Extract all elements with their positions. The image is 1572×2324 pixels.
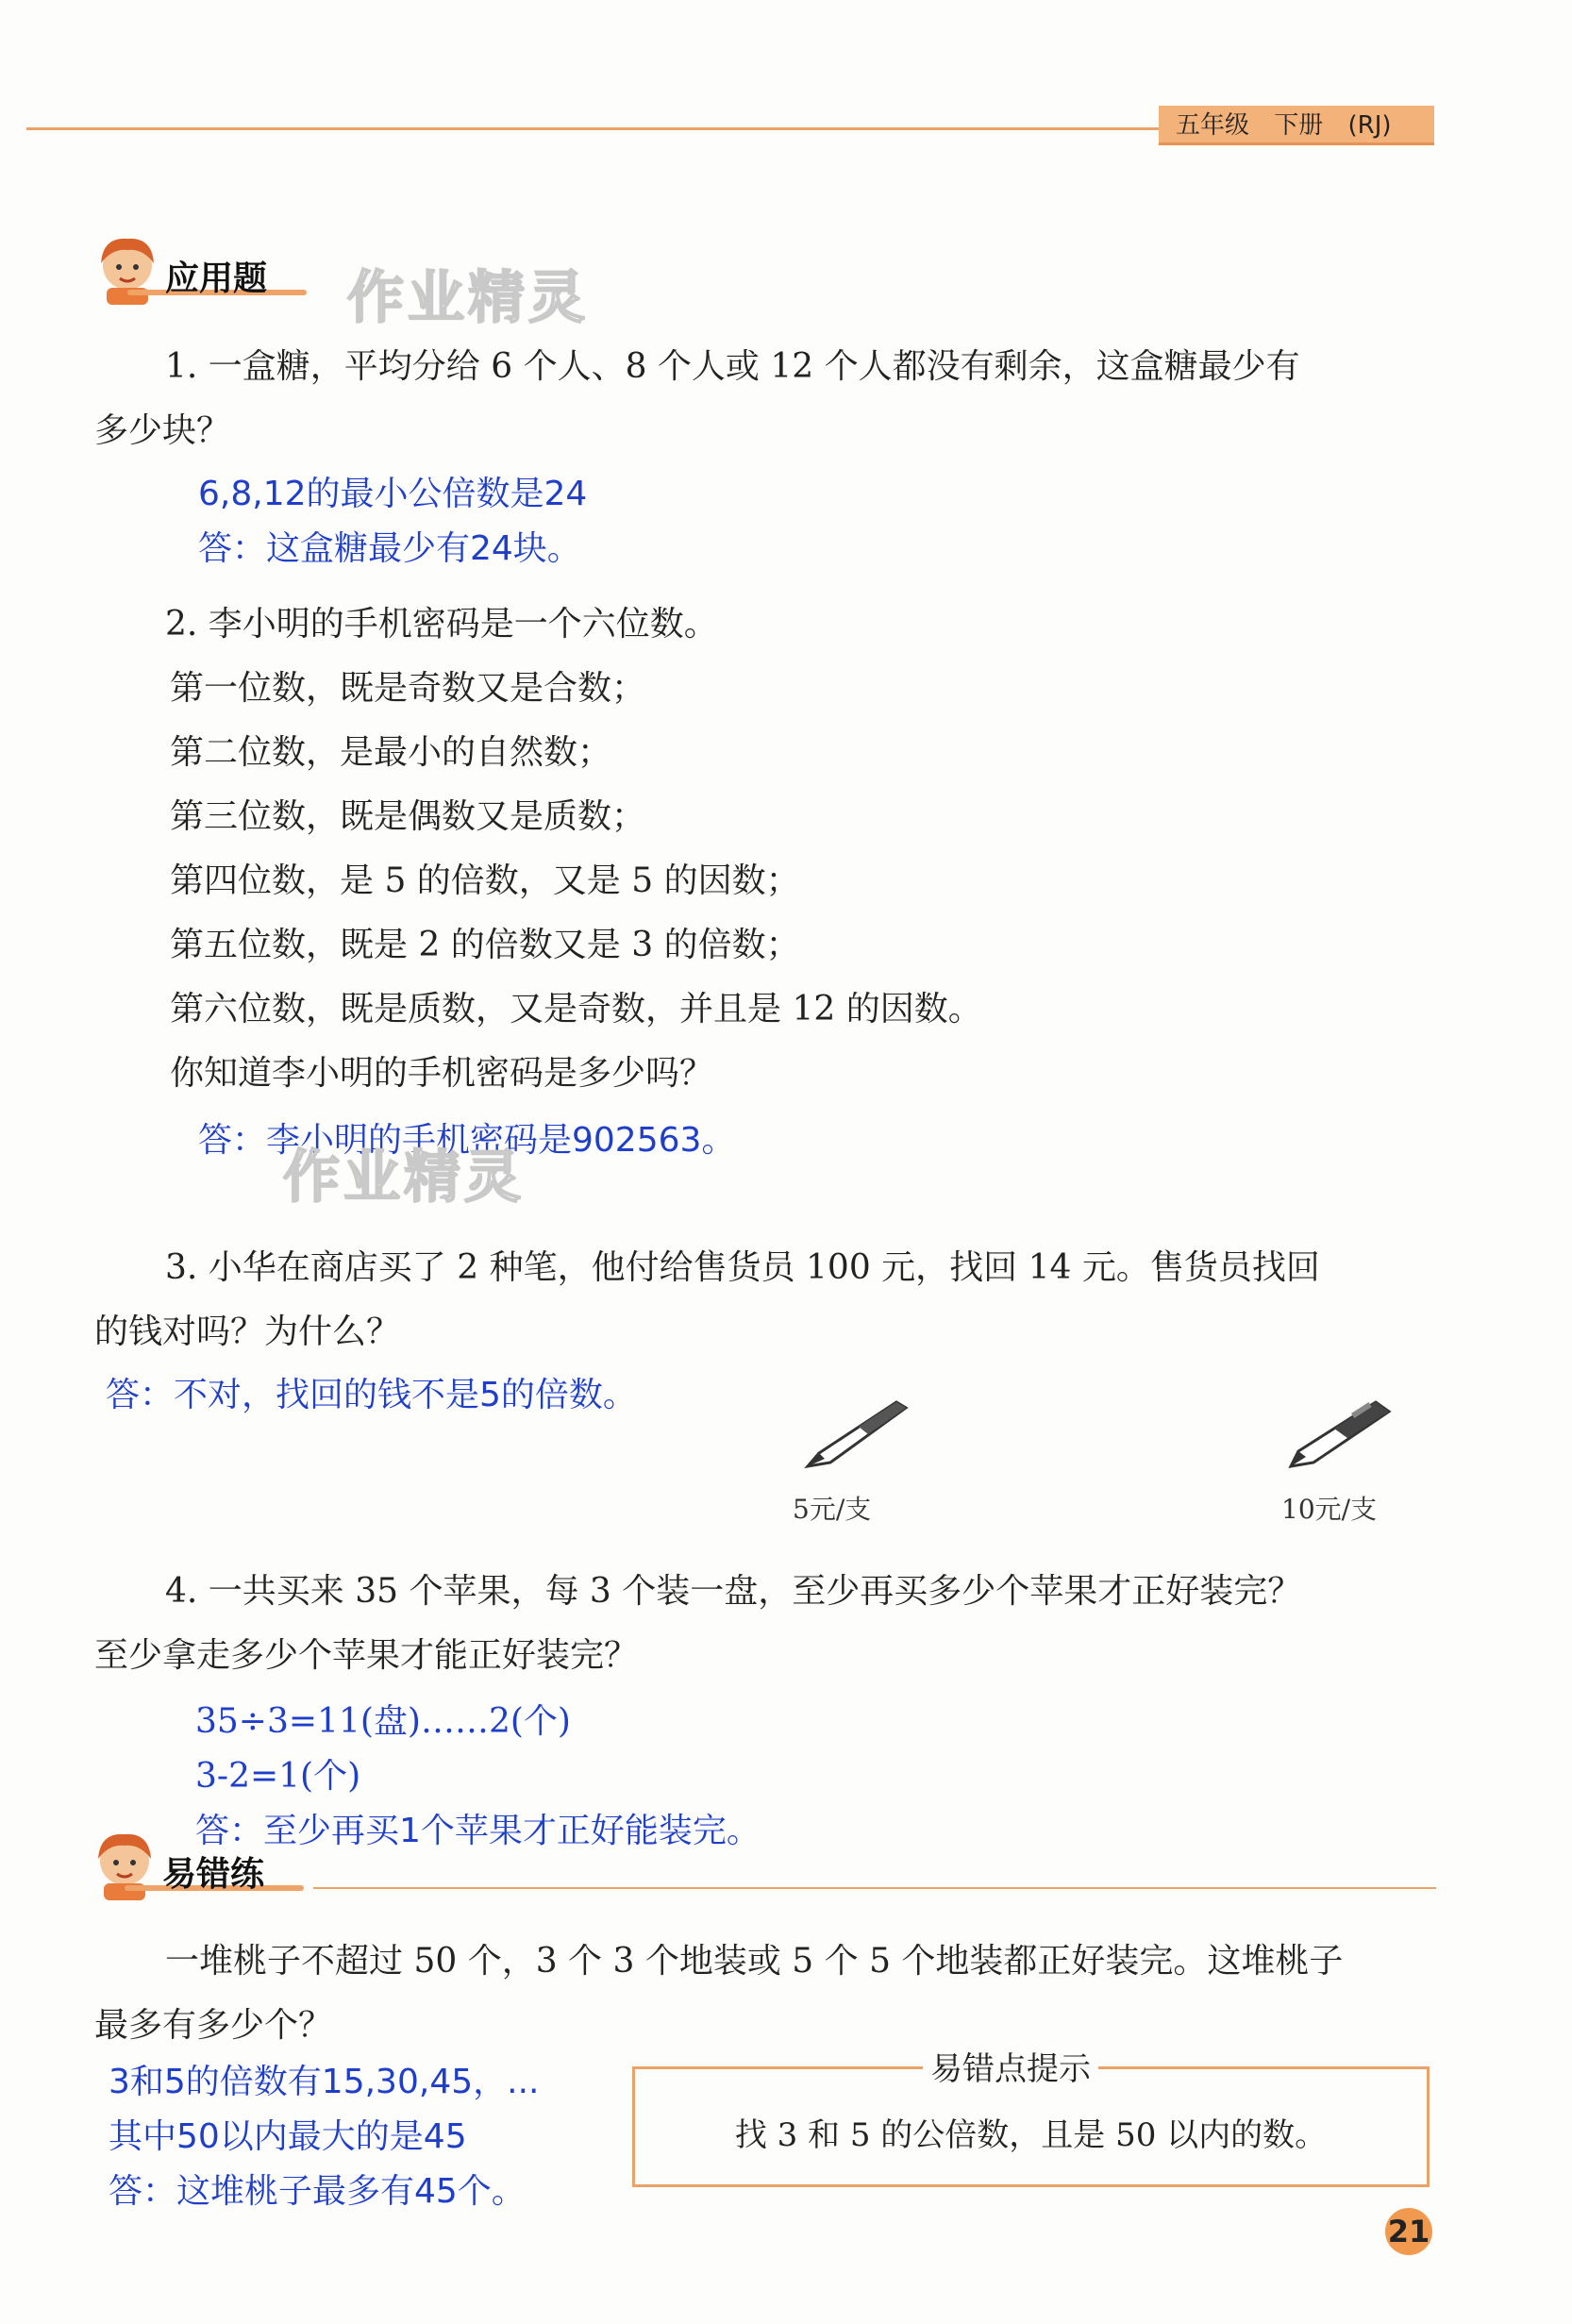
problem-2-line-2: 第一位数，既是奇数又是合数；: [170, 669, 646, 708]
section-title: 应用题: [165, 259, 268, 298]
header-rule: [26, 127, 1159, 130]
pen-1-price: 5元/支: [793, 1494, 872, 1525]
problem-2-line-6: 第五位数，既是 2 的倍数又是 3 的倍数；: [170, 926, 800, 964]
problem-4-answer-3: 答：至少再买1个苹果才正好能装完。: [195, 1812, 761, 1850]
problem-4-line-1: 4. 一共买来 35 个苹果，每 3 个装一盘，至少再买多少个苹果才正好装完？: [165, 1572, 1302, 1611]
problem-2-line-5: 第四位数，是 5 的倍数，又是 5 的因数；: [170, 861, 800, 900]
problem-1-line-1: 1. 一盒糖，平均分给 6 个人、8 个人或 12 个人都没有剩余，这盒糖最少有: [165, 347, 1300, 386]
hint-box: [632, 2050, 1430, 2187]
pen-icon: [802, 1395, 911, 1470]
problem-2-line-8: 你知道李小明的手机密码是多少吗？: [170, 1054, 714, 1093]
watermark: 作业精灵: [283, 1145, 525, 1211]
page-number: 21: [1385, 2208, 1432, 2255]
problem-5-answer-3: 答：这堆桃子最多有45个。: [109, 2172, 526, 2211]
problem-3-line-1: 3. 小华在商店买了 2 种笔，他付给售货员 100 元，找回 14 元。售货员找回: [165, 1248, 1320, 1287]
hint-text: 找 3 和 5 的公倍数，且是 50 以内的数。: [734, 2116, 1328, 2154]
problem-2-line-4: 第三位数，既是偶数又是质数；: [170, 797, 646, 836]
problem-3-answer: 答：不对，找回的钱不是5的倍数。: [106, 1376, 637, 1414]
problem-2-line-1: 2. 李小明的手机密码是一个六位数。: [165, 605, 718, 644]
problem-1-line-2: 多少块？: [94, 411, 231, 450]
problem-4-line-2: 至少拿走多少个苹果才能正好装完？: [94, 1636, 639, 1675]
section-title: 易错练: [162, 1855, 265, 1894]
problem-2-answer: 答：李小明的手机密码是902563。: [198, 1121, 736, 1160]
grade-tab: 五年级 下册 (RJ): [1159, 106, 1434, 145]
problem-4-answer-1: 35÷3=11(盘)……2(个): [195, 1702, 571, 1741]
problem-5-line-2: 最多有多少个？: [94, 2006, 333, 2045]
student-avatar-icon: [87, 1827, 162, 1902]
student-avatar-icon: [90, 231, 165, 307]
pen-2-price: 10元/支: [1281, 1494, 1378, 1525]
problem-1-answer-2: 答：这盒糖最少有24块。: [198, 529, 581, 568]
watermark: 作业精灵: [347, 265, 589, 331]
pen-icon: [1285, 1395, 1394, 1470]
problem-1-answer-1: 6,8,12的最小公倍数是24: [198, 475, 588, 513]
problem-2-line-3: 第二位数，是最小的自然数；: [170, 733, 612, 772]
section-header-application: [90, 231, 316, 307]
section-rule: [313, 1887, 1436, 1889]
section-header-error-practice: [87, 1827, 1436, 1902]
problem-5-answer-2: 其中50以内最大的是45: [109, 2117, 467, 2156]
problem-5-answer-1: 3和5的倍数有15,30,45，...: [109, 2063, 540, 2101]
problem-5-line-1: 一堆桃子不超过 50 个，3 个 3 个地装或 5 个 5 个地装都正好装完。这堆桃子: [165, 1942, 1344, 1981]
problem-2-line-7: 第六位数，既是质数，又是奇数，并且是 12 的因数。: [170, 990, 982, 1028]
problem-4-answer-2: 3-2=1(个): [195, 1757, 361, 1796]
problem-3-line-2: 的钱对吗？为什么？: [94, 1312, 401, 1351]
hint-title: 易错点提示: [923, 2043, 1098, 2089]
